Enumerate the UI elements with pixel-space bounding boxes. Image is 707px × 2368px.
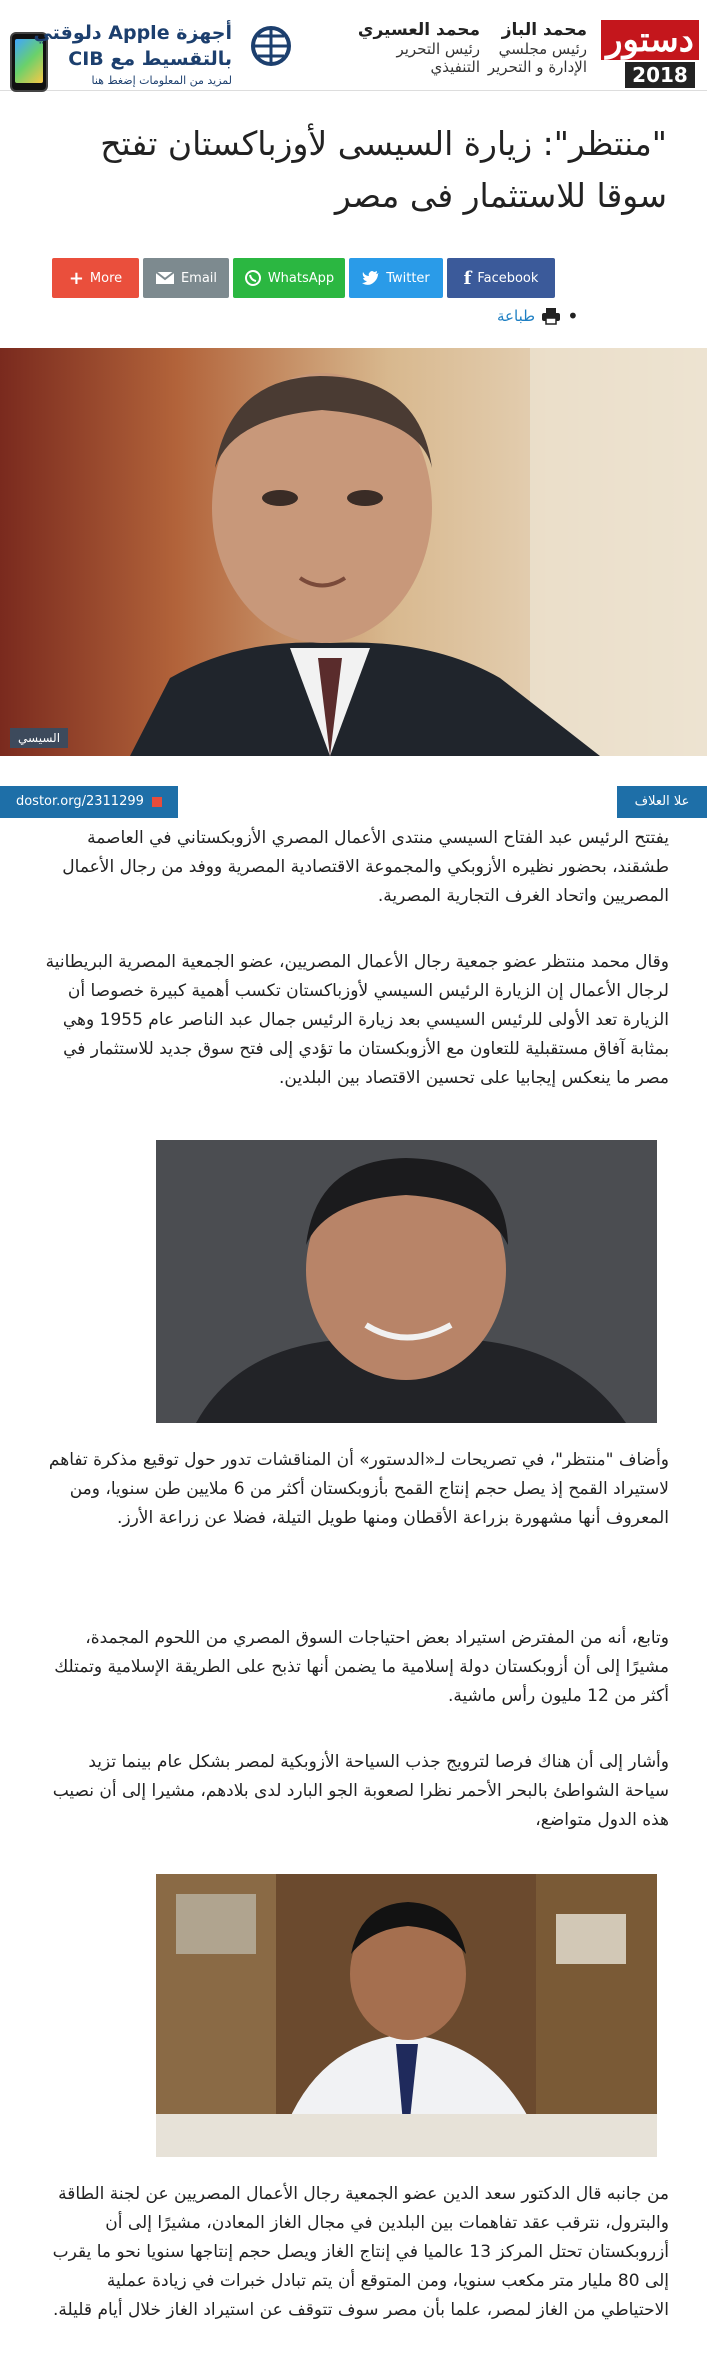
saad-eldin-photo [156,1874,657,2157]
share-twitter-label: Twitter [386,270,430,286]
short-url: dostor.org/2311299 [15,794,144,809]
share-facebook-label: Facebook [477,270,539,286]
article-paragraph: وأشار إلى أن هناك فرصا لترويج جذب السياحة الأزوبكية لمصر بشكل عام بينما تزيد سياحة الشواطئ بالبحر الأحمر نظرا لصعوبة الجو البارد لدى بلادهم، مشيرا إلى أن نصيب هذه الدول متواضع، [52,1752,669,1830]
chief-editor-role-1: رئيس مجلسي [498,40,587,58]
executive-editor [358,20,480,76]
chief-editor-role-2: الإدارة و التحرير [487,58,587,76]
cib-ad-banner[interactable] [0,14,292,86]
share-whatsapp-label: WhatsApp [267,270,335,286]
ad-line-2: بالتقسيط مع CIB [68,48,232,70]
chief-editor [488,20,587,76]
twitter-icon [362,270,380,286]
article-title: "منتظر": زيارة السيسى لأوزباكستان تفتح سوقا للاستثمار فى مصر [100,124,667,215]
ad-line-1: أجهزة Apple دلوقتي [33,22,232,44]
share-facebook-button[interactable] [447,258,555,298]
short-url-badge[interactable] [0,786,178,818]
author-badge[interactable] [617,786,707,818]
logo-year: 2018 [625,62,695,88]
share-email-label: Email [180,270,218,286]
facebook-icon: f [463,267,472,289]
mail-icon [155,271,175,285]
executive-editor-name: محمد العسيري [357,20,480,40]
article-paragraph: وأضاف "منتظر"، في تصريحات لـ«الدستور» أن المناقشات تدور حول توقيع مذكرة تفاهم لاستيراد القمح إذ يصل حجم إنتاج القمح بأزوبكستان أكثر من 6 ملايين طن سنويا، ومن المعروف أنها مشهورة بزراعة الأقطان ومنها طويل التيلة، فضلا عن زراعة الأرز. [48,1450,669,1528]
print-label: طباعة [497,307,536,325]
hero-image [0,348,707,756]
montazer-photo [156,1140,657,1423]
link-icon [152,797,162,807]
hero-caption: السيسي [10,728,68,748]
share-whatsapp-button[interactable] [233,258,345,298]
whatsapp-icon [244,269,262,287]
share-email-button[interactable] [143,258,229,298]
share-more-label: More [89,270,123,286]
globe-icon [250,16,292,76]
ad-more-info: لمزيد من المعلومات إضغط هنا [91,74,232,87]
share-more-button[interactable] [52,258,139,298]
executive-editor-role-1: رئيس التحرير [396,40,480,58]
plus-icon: + [68,267,84,289]
chief-editor-name: محمد الباز [501,20,587,40]
article-paragraph: وقال محمد منتظر عضو جمعية رجال الأعمال المصريين، عضو الجمعية المصرية البريطانية لرجال الأعمال إن الزيارة الرئيس السيسي لأوزباكستان تكسب أهمية كبيرة خصوصا أن الزيارة تعد الأولى للرئيس السيسي بعد زيارة الرئيس جمال عبد الناصر عام 1955 وهي بمثابة آفاق مستقبلية للتعاون مع الأزوبكستان ما تؤدي إلى فتح سوق جديد للاستثمار في مصر ما ينعكس إيجابيا على تحسين الاقتصاد بين البلدين. [45,952,669,1088]
article-paragraph: يفتتح الرئيس عبد الفتاح السيسي منتدى الأعمال المصري الأزوبكستاني في العاصمة طشقند، بحضور نظيره الأزوبكي والمجموعة الاقتصادية المصرية ووفد من رجال الأعمال المصريين واتحاد الغرف التجارية المصرية. [62,828,669,906]
executive-editor-role-2: التنفيذي [430,58,480,76]
article-paragraph: من جانبه قال الدكتور سعد الدين عضو الجمعية رجال الأعمال المصريين عن لجنة الطاقة والبترول، نترقب عقد تفاهمات بين البلدين في مجال الغاز المعادن، مشيرًا إلى أن أزروبكستان تحتل المركز 13 عالميا في إنتاج الغاز ويصل حجم إنتاجها سنويا نحو ما يقرب إلى 80 مليار متر مكعب سنويا، ومن المتوقع أن يتم تبادل خبرات في زيادة عملية الاحتياطي من الغاز لمصر، علما بأن مصر سوف تتوقف عن استيراد الغاز خلال أيام قليلة. [52,2184,669,2320]
print-button[interactable]: • طباعة [497,304,579,328]
article-paragraph: وتابع، أنه من المفترض استيراد بعض احتياجات السوق المصري من اللحوم المجمدة، مشيرًا إلى أن أزوبكستان دولة إسلامية ما يضمن أنها تذبح على الطريقة الإسلامية وتمتلك أكثر من 12 مليون رأس ماشية. [54,1628,669,1706]
author-name: علا العلاف [634,794,690,809]
printer-icon [541,307,561,325]
logo-wordmark: دستور [601,20,699,60]
site-header [0,0,707,91]
share-twitter-button[interactable] [349,258,443,298]
site-logo[interactable] [599,12,707,92]
